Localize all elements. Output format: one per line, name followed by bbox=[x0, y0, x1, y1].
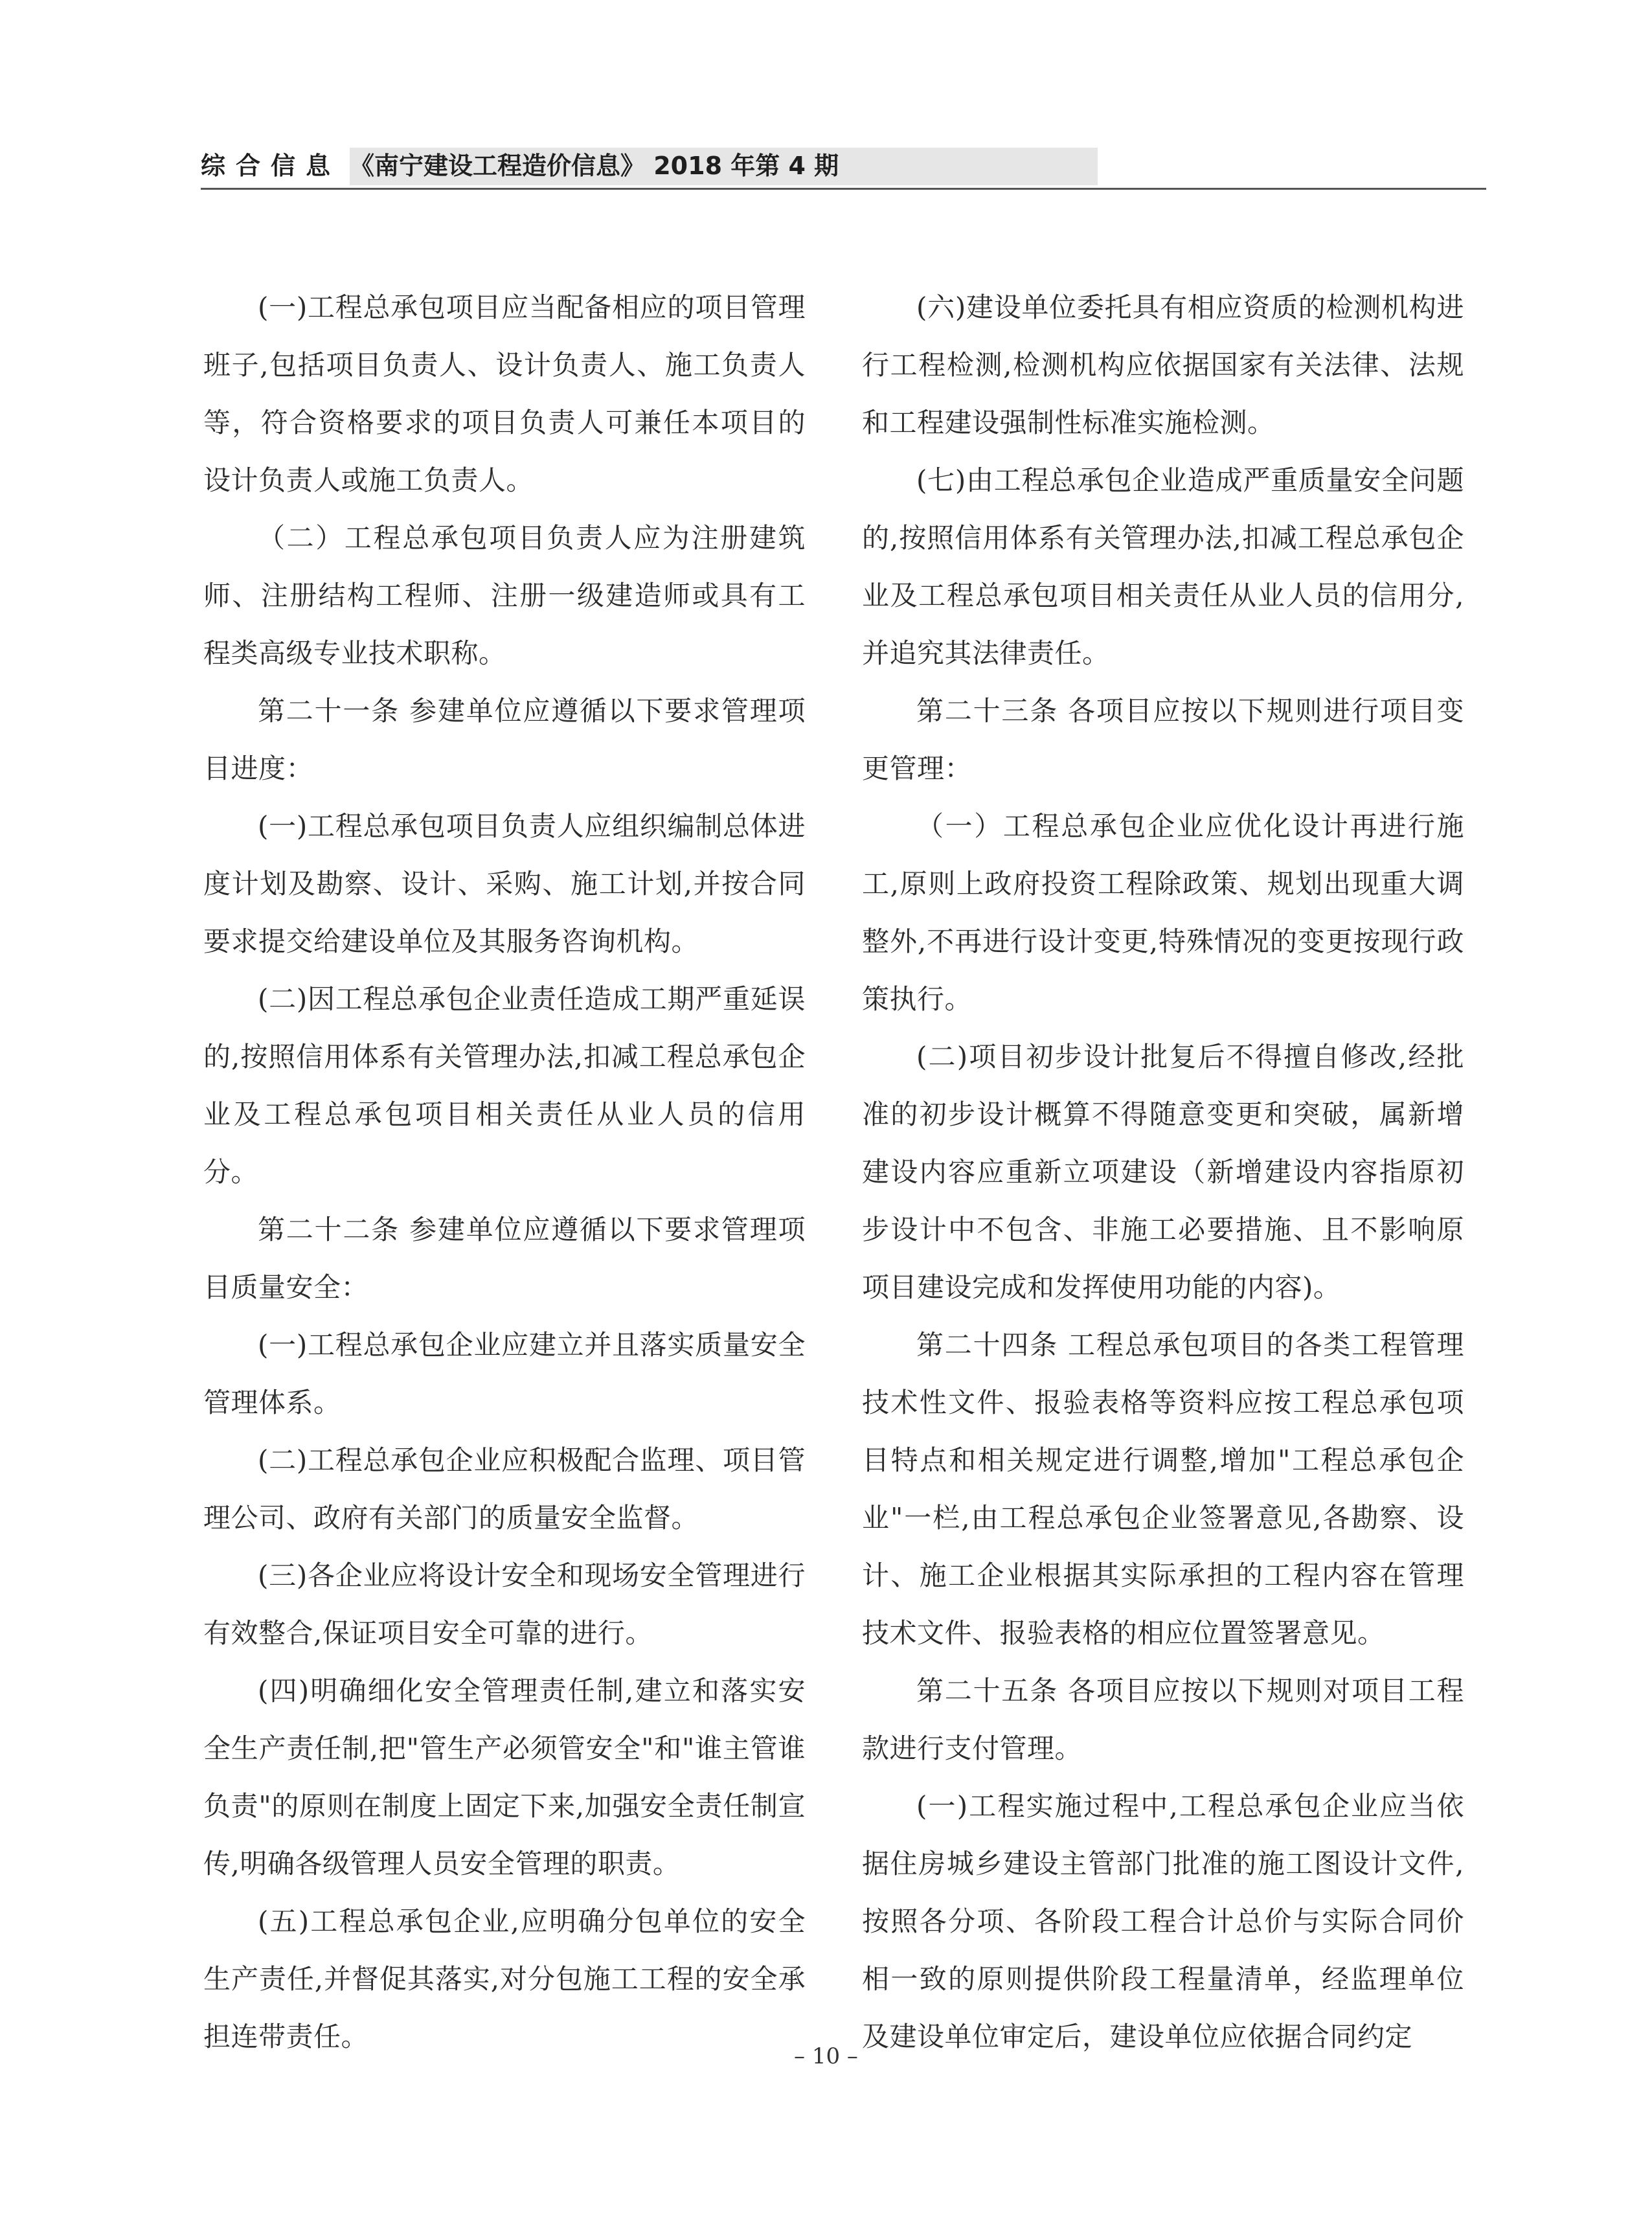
paragraph: (一)工程总承包项目应当配备相应的项目管理班子,包括项目负责人、设计负责人、施工负责人等，符合资格要求的项目负责人可兼任本项目的设计负责人或施工负责人。 bbox=[203, 291, 806, 496]
page-number: – 10 – bbox=[794, 2043, 858, 2069]
running-header bbox=[201, 146, 1486, 192]
paragraph: (七)由工程总承包企业造成严重质量安全问题的,按照信用体系有关管理办法,扣减工程总承包企业及工程总承包项目相关责任从业人员的信用分,并追究其法律责任。 bbox=[862, 464, 1464, 669]
paragraph: (二)工程总承包企业应积极配合监理、项目管理公司、政府有关部门的质量安全监督。 bbox=[203, 1444, 806, 1534]
paragraph: (一)工程总承包项目负责人应组织编制总体进度计划及勘察、设计、采购、施工计划,并按合同要求提交给建设单位及其服务咨询机构。 bbox=[203, 810, 806, 957]
paragraph: (三)各企业应将设计安全和现场安全管理进行有效整合,保证项目安全可靠的进行。 bbox=[203, 1560, 806, 1649]
paragraph: (一)工程总承包企业应建立并且落实质量安全管理体系。 bbox=[203, 1329, 806, 1418]
header-text bbox=[201, 146, 839, 185]
paragraph: （一）工程总承包企业应优化设计再进行施工,原则上政府投资工程除政策、规划出现重大调整外,不再进行设计变更,特殊情况的变更按现行政策执行。 bbox=[862, 810, 1464, 1015]
article-heading: 第二十一条 参建单位应遵循以下要求管理项目进度： bbox=[203, 695, 806, 784]
article-heading: 第二十二条 参建单位应遵循以下要求管理项目质量安全： bbox=[203, 1214, 806, 1303]
right-column bbox=[862, 278, 1464, 2065]
paragraph: (五)工程总承包企业,应明确分包单位的安全生产责任,并督促其落实,对分包施工工程的安全承担连带责任。 bbox=[203, 1905, 806, 2052]
section-label: 综合信息 bbox=[201, 152, 341, 180]
article-heading: 第二十五条 各项目应按以下规则对项目工程款进行支付管理。 bbox=[862, 1675, 1464, 1764]
article-heading: 第二十四条 工程总承包项目的各类工程管理技术性文件、报验表格等资料应按工程总承包项目特点和相关规定进行调整,增加"工程总承包企业"一栏,由工程总承包企业签署意见,各勘察、设计、施工企业根据其实际承担的工程内容在管理技术文件、报验表格的相应位置签署意见。 bbox=[862, 1329, 1464, 1649]
paragraph: （二）工程总承包项目负责人应为注册建筑师、注册结构工程师、注册一级建造师或具有工程类高级专业技术职称。 bbox=[203, 522, 806, 669]
paragraph: (二)项目初步设计批复后不得擅自修改,经批准的初步设计概算不得随意变更和突破，属新增建设内容应重新立项建设（新增建设内容指原初步设计中不包含、非施工必要措施、且不影响原项目建设完成和发挥使用功能的内容)。 bbox=[862, 1041, 1464, 1303]
paragraph: (二)因工程总承包企业责任造成工期严重延误的,按照信用体系有关管理办法,扣减工程总承包企业及工程总承包项目相关责任从业人员的信用分。 bbox=[203, 983, 806, 1188]
journal-title: 《南宁建设工程造价信息》 2018 年第 4 期 bbox=[350, 152, 839, 180]
paragraph: (六)建设单位委托具有相应资质的检测机构进行工程检测,检测机构应依据国家有关法律、法规和工程建设强制性标准实施检测。 bbox=[862, 291, 1464, 438]
paragraph: (四)明确细化安全管理责任制,建立和落实安全生产责任制,把"管生产必须管安全"和"谁主管谁负责"的原则在制度上固定下来,加强安全责任制宣传,明确各级管理人员安全管理的职责。 bbox=[203, 1675, 806, 1880]
article-heading: 第二十三条 各项目应按以下规则进行项目变更管理： bbox=[862, 695, 1464, 784]
left-column bbox=[203, 278, 806, 2065]
header-rule bbox=[201, 188, 1486, 190]
paragraph: (一)工程实施过程中,工程总承包企业应当依据住房城乡建设主管部门批准的施工图设计文件,按照各分项、各阶段工程合计总价与实际合同价相一致的原则提供阶段工程量清单，经监理单位及建设单位审定后，建设单位应依据合同约定 bbox=[862, 1790, 1464, 2052]
